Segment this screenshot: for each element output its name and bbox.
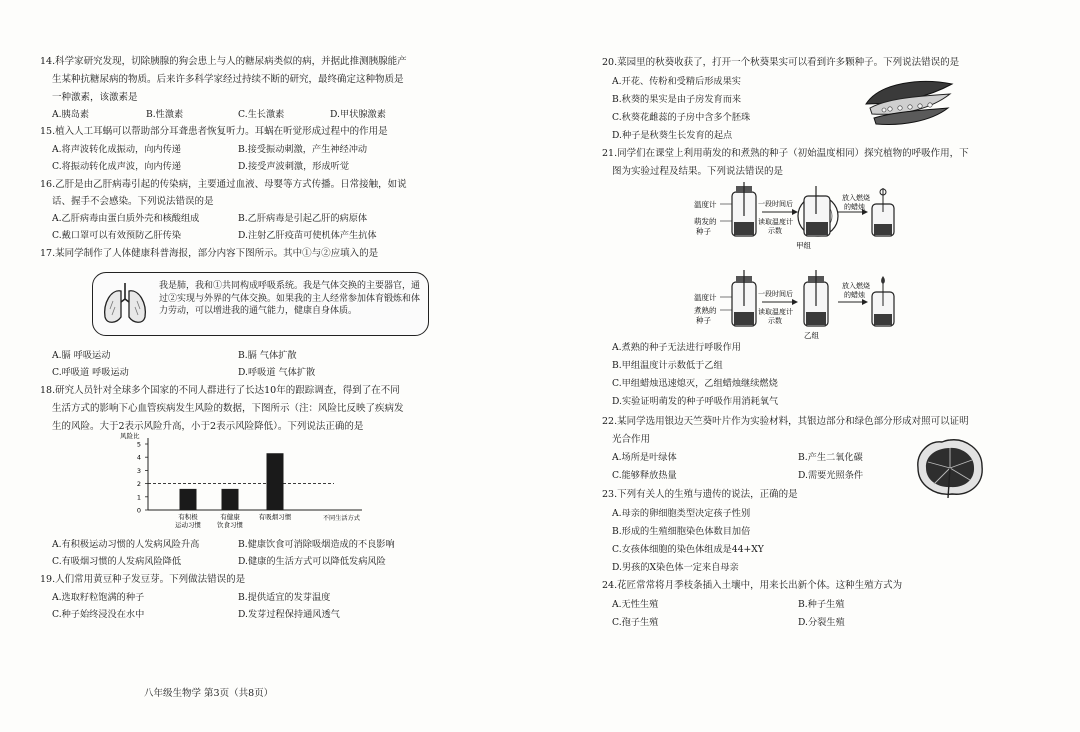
q18-option-b: B.健康饮食可消除吸烟造成的不良影响 [238,539,395,550]
q16-option-a: A.乙肝病毒由蛋白质外壳和核酸组成 [52,213,200,224]
q17-option-c: C.呼吸道 呼吸运动 [52,367,129,378]
q21-option-c: C.甲组蜡烛迅速熄灭，乙组蜡烛继续燃烧 [612,378,778,389]
label-candle-b-1: 放入燃烧 [842,282,870,290]
q14-line-3: 一种激素，该激素是 [52,92,138,103]
q14-option-a: A.胰岛素 [52,109,90,120]
q16-option-d: D.注射乙肝疫苗可使机体产生抗体 [238,230,377,241]
x-category-label: 运动习惯 [175,521,201,529]
q20-option-c: C.秋葵花雌蕊的子房中含多个胚珠 [612,112,751,123]
q24-option-a: A.无性生殖 [612,599,659,610]
y-tick-label: 1 [136,493,141,502]
label-candle-a-2: 的蜡烛 [844,203,865,211]
x-category-label: 有健康 [220,513,240,521]
page-footer: 八年级生物学 第3页（共8页） [144,688,274,699]
label-group-b: 乙组 [804,331,819,340]
q14-line-1: 14.科学家研究发现，切除胰腺的狗会患上与人的糖尿病类似的病，并据此推测胰腺能产 [40,56,407,67]
q22-option-a: A.场所是叶绿体 [612,452,677,463]
q23-option-a: A.母亲的卵细胞类型决定孩子性别 [612,508,751,519]
q23-line-1: 23.下列有关人的生殖与遗传的说法，正确的是 [602,489,798,500]
q21-line-2: 图为实验过程及结果。下列说法错误的是 [612,166,784,177]
q24-option-b: B.种子生殖 [798,599,845,610]
q18-option-d: D.健康的生活方式可以降低发病风险 [238,556,386,567]
q15-line-1: 15.植入人工耳蜗可以帮助部分耳聋患者恢复听力。耳蜗在听觉形成过程中的作用是 [40,126,388,137]
label-candle-a-1: 放入燃烧 [842,194,870,202]
q19-option-c: C.种子始终浸没在水中 [52,609,145,620]
q17-option-a: A.膈 呼吸运动 [52,350,111,361]
group-a-setup [694,182,894,250]
q15-option-d: D.接受声波刺激，形成听觉 [238,161,350,172]
q22-line-1: 22.某同学选用银边天竺葵叶片作为实验材料，其银边部分和绿色部分形成对照可以证明 [602,416,969,427]
poster-text: 我是肺，我和①共同构成呼吸系统。我是气体交换的主要器官，通过②实现与外界的气体交换。如果我的主人经常参加体育锻炼和体力劳动，可以增进我的通气能力，健康自身体质。 [159,281,421,316]
label-seed-boiled: 煮熟的 [694,306,717,315]
x-axis-label: 不同生活方式 [322,515,360,522]
x-category-label: 有吸烟习惯 [258,513,292,521]
group-b-setup [694,270,894,340]
q18-option-a: A.有积极运动习惯的人发病风险升高 [52,539,200,550]
label-candle-b-2: 的蜡烛 [844,291,865,299]
q18-line-3: 生的风险。大于2表示风险升高，小于2表示风险降低）。下列说法正确的是 [52,421,364,432]
x-category-label: 有积极 [178,513,198,521]
label-read-a-2: 示数 [768,227,782,235]
q21-option-b: B.甲组温度计示数低于乙组 [612,360,723,371]
q16-option-c: C.戴口罩可以有效预防乙肝传染 [52,230,182,241]
q22-option-c: C.能够释放热量 [612,470,677,481]
q17-option-d: D.呼吸道 气体扩散 [238,367,316,378]
bar-2 [222,489,239,510]
lung-icon [99,279,151,327]
q21-line-1: 21.同学们在课堂上利用萌发的和煮熟的种子（初始温度相同）探究植物的呼吸作用，下 [602,148,969,159]
q21-option-a: A.煮熟的种子无法进行呼吸作用 [612,342,741,353]
q24-option-d: D.分裂生殖 [798,617,845,628]
q18-option-c: C.有吸烟习惯的人发病风险降低 [52,556,182,567]
bar-3 [267,453,284,510]
y-tick-label: 2 [136,480,141,489]
q24-option-c: C.孢子生殖 [612,617,659,628]
q19-option-b: B.提供适宜的发芽温度 [238,592,331,603]
q14-option-c: C.生长激素 [238,109,285,120]
label-read-b-1: 读取温度计 [758,308,793,316]
q24-line-1: 24.花匠常常将月季枝条插入土壤中，用来长出新个体。这种生殖方式为 [602,580,903,591]
x-category-label: 饮食习惯 [217,521,243,529]
label-read-a-1: 读取温度计 [758,218,793,226]
label-thermometer-b: 温度计 [694,293,717,302]
label-read-b-2: 示数 [768,317,782,325]
q17-option-b: B.膈 气体扩散 [238,350,297,361]
q23-option-c: C.女孩体细胞的染色体组成是44+XY [612,544,764,555]
q19-line-1: 19.人们常用黄豆种子发豆芽。下列做法错误的是 [40,574,246,585]
q20-option-b: B.秋葵的果实是由子房发育而来 [612,94,742,105]
q16-line-2: 话、握手不会感染。下列说法错误的是 [52,196,214,207]
q15-option-a: A.将声波转化成振动，向内传递 [52,144,181,155]
respiration-experiment-figure [692,182,922,342]
y-tick-label: 5 [136,440,141,449]
q16-option-b: B.乙肝病毒是引起乙肝的病原体 [238,213,368,224]
q22-option-d: D.需要光照条件 [798,470,864,481]
y-axis-label: 风险比 [120,432,140,440]
q19-option-d: D.发芽过程保持通风透气 [238,609,340,620]
q16-line-1: 16.乙肝是由乙肝病毒引起的传染病，主要通过血液、母婴等方式传播。日常接触，如说 [40,179,407,190]
label-seed-sprouted: 萌发的 [694,217,717,226]
q23-option-b: B.形成的生殖细胞染色体数目加倍 [612,526,751,537]
q20-option-a: A.开花、传粉和受精后形成果实 [612,76,741,87]
q14-option-b: B.性激素 [146,109,184,120]
y-tick-label: 3 [136,466,141,475]
q14-option-d: D.甲状腺激素 [330,109,386,120]
label-seed-a: 种子 [696,227,711,236]
label-seed-b: 种子 [696,316,711,325]
q14-line-2: 生某种抗糖尿病的物质。后来许多科学家经过持续不断的研究，最终确定这种物质是 [52,74,404,85]
q18-line-2: 生活方式的影响下心血管疾病发生风险的数据，下图所示（注：风险比反映了疾病发 [52,403,404,414]
q22-line-2: 光合作用 [612,434,651,445]
q15-option-b: B.接受振动刺激，产生神经冲动 [238,144,368,155]
q21-option-d: D.实验证明萌发的种子呼吸作用消耗氧气 [612,396,779,407]
label-group-a: 甲组 [796,241,811,250]
health-poster [92,272,429,336]
label-after-time-b: 一段时间后 [758,290,793,298]
label-thermometer-a: 温度计 [694,200,717,209]
q22-option-b: B.产生二氧化碳 [798,452,863,463]
q15-option-c: C.将振动转化成声波，向内传递 [52,161,182,172]
risk-ratio-chart [118,430,408,532]
q18-line-1: 18.研究人员针对全球多个国家的不同人群进行了长达10年的跟踪调查，得到了在不同 [40,385,400,396]
q17-line-1: 17.某同学制作了人体健康科普海报，部分内容下图所示。其中①与②应填入的是 [40,248,379,259]
q19-option-a: A.选取籽粒饱满的种子 [52,592,145,603]
geranium-leaf-image [914,436,986,498]
okra-fruit-image [860,74,956,130]
y-tick-label: 4 [136,453,141,462]
bar-1 [180,489,197,510]
q20-option-d: D.种子是秋葵生长发育的起点 [612,130,733,141]
label-after-time-a: 一段时间后 [758,200,793,208]
y-tick-label: 0 [136,506,141,515]
q20-line-1: 20.菜园里的秋葵收获了，打开一个秋葵果实可以看到许多颗种子。下列说法错误的是 [602,57,960,68]
q23-option-d: D.男孩的X染色体一定来自母亲 [612,562,739,573]
